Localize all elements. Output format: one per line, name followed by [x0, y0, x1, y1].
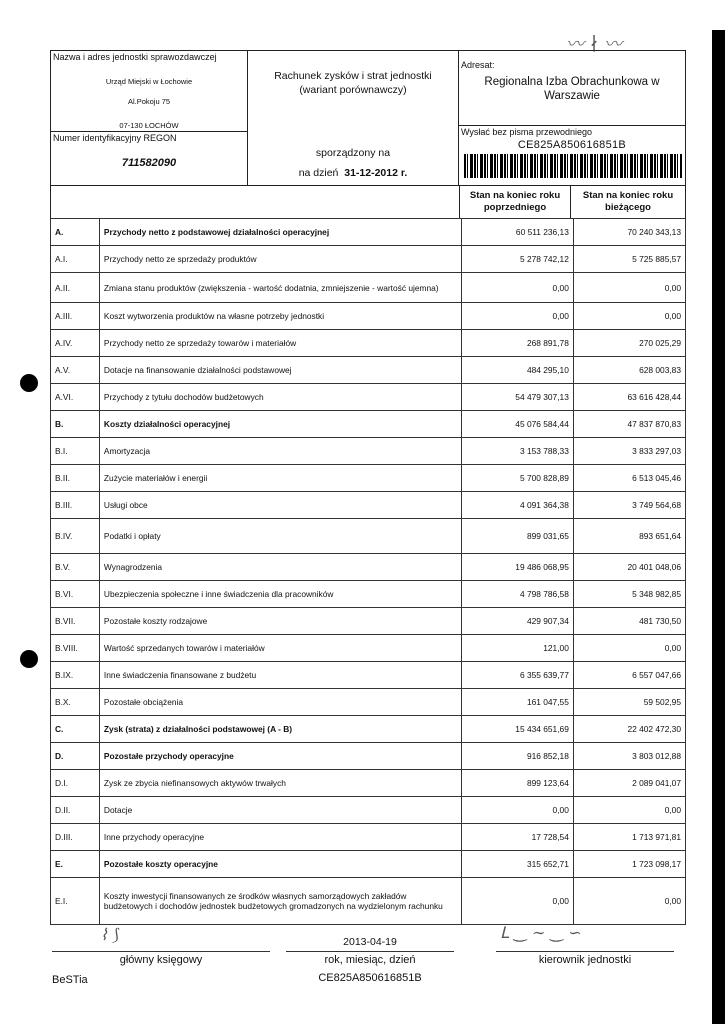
row-code: B.IX.: [51, 662, 100, 689]
row-code: D.I.: [51, 770, 100, 797]
row-code: B.: [51, 411, 100, 438]
row-code: D.: [51, 743, 100, 770]
row-value-curr: 1 723 098,17: [573, 851, 685, 878]
row-value-prev: 268 891,78: [461, 330, 573, 357]
row-value-curr: 63 616 428,44: [573, 384, 685, 411]
row-value-prev: 315 652,71: [461, 851, 573, 878]
row-value-prev: 916 852,18: [461, 743, 573, 770]
row-label: Zużycie materiałów i energii: [99, 465, 461, 492]
row-value-curr: 22 402 472,30: [573, 716, 685, 743]
row-code: D.II.: [51, 797, 100, 824]
row-value-prev: 429 907,34: [461, 608, 573, 635]
row-label: Wynagrodzenia: [99, 554, 461, 581]
row-code: E.I.: [51, 878, 100, 925]
table-row: [51, 492, 686, 519]
row-value-prev: 161 047,55: [461, 689, 573, 716]
table-row: [51, 770, 686, 797]
row-value-prev: 899 123,64: [461, 770, 573, 797]
row-label: Pozostałe koszty rodzajowe: [99, 608, 461, 635]
row-label: Pozostałe koszty operacyjne: [99, 851, 461, 878]
row-label: Dotacje: [99, 797, 461, 824]
scan-edge: [712, 30, 725, 1024]
row-value-prev: 121,00: [461, 635, 573, 662]
row-label: Przychody netto ze sprzedaży towarów i materiałów: [99, 330, 461, 357]
report-date: [248, 167, 458, 179]
row-value-prev: 5 700 828,89: [461, 465, 573, 492]
report-title-line2: (wariant porównawczy): [299, 84, 407, 96]
row-value-curr: 70 240 343,13: [573, 219, 685, 246]
signing-date: 2013-04-19: [343, 936, 397, 948]
row-value-curr: 5 348 982,85: [573, 581, 685, 608]
unit-name: Urząd Miejski w Łochowie: [105, 77, 193, 86]
report-title: [248, 69, 458, 97]
handwritten-mark-top: 〰 ∤ 〰: [566, 34, 623, 55]
header-left-box: [50, 50, 248, 186]
date-prefix: na dzień: [298, 167, 339, 179]
row-code: A.V.: [51, 357, 100, 384]
row-value-prev: 4 091 364,38: [461, 492, 573, 519]
unit-city: 07-130 ŁOCHÓW: [119, 121, 179, 130]
row-value-prev: 60 511 236,13: [461, 219, 573, 246]
table-row: [51, 851, 686, 878]
punch-hole-top: [20, 374, 38, 392]
row-code: A.III.: [51, 303, 100, 330]
signature-head: ᒪ ‿ ∼ ‿ ∽: [500, 923, 582, 942]
row-label: Koszty działalności operacyjnej: [99, 411, 461, 438]
row-label: Inne świadczenia finansowane z budżetu: [99, 662, 461, 689]
row-value-curr: 0,00: [573, 635, 685, 662]
row-label: Inne przychody operacyjne: [99, 824, 461, 851]
table-row: [51, 219, 686, 246]
row-value-curr: 0,00: [573, 797, 685, 824]
row-label: Zysk (strata) z działalności podstawowej (A - B): [99, 716, 461, 743]
row-label: Pozostałe obciążenia: [99, 689, 461, 716]
table-row: [51, 554, 686, 581]
row-label: Usługi obce: [99, 492, 461, 519]
table-row: [51, 824, 686, 851]
row-value-prev: 45 076 584,44: [461, 411, 573, 438]
signature-line-accountant: [52, 951, 270, 952]
row-value-curr: 0,00: [573, 273, 685, 303]
table-row: [51, 662, 686, 689]
row-label: Zysk ze zbycia niefinansowych aktywów trwałych: [99, 770, 461, 797]
row-code: E.: [51, 851, 100, 878]
column-prev-year: Stan na koniec roku poprzedniego: [459, 185, 571, 219]
row-value-prev: 5 278 742,12: [461, 246, 573, 273]
unit-label: Nazwa i adres jednostki sprawozdawczej: [53, 52, 217, 62]
row-value-prev: 15 434 651,69: [461, 716, 573, 743]
row-label: Amortyzacja: [99, 438, 461, 465]
row-value-prev: 484 295,10: [461, 357, 573, 384]
row-label: Podatki i opłaty: [99, 519, 461, 554]
column-header-spacer: [50, 185, 460, 219]
unit-street: Al.Pokoju 75: [127, 97, 171, 106]
statement-table: [50, 218, 686, 925]
signature-chief-accountant: ⌇ ⟆: [100, 925, 120, 944]
prepared-label: sporządzony na: [315, 147, 391, 159]
punch-hole-bottom: [20, 650, 38, 668]
row-value-curr: 1 713 971,81: [573, 824, 685, 851]
row-code: B.II.: [51, 465, 100, 492]
row-label: Przychody z tytułu dochodów budżetowych: [99, 384, 461, 411]
row-value-prev: 899 031,65: [461, 519, 573, 554]
row-label: Wartość sprzedanych towarów i materiałów: [99, 635, 461, 662]
table-row: [51, 581, 686, 608]
table-row: [51, 357, 686, 384]
row-code: A.IV.: [51, 330, 100, 357]
row-value-prev: 54 479 307,13: [461, 384, 573, 411]
head-of-unit-label: kierownik jednostki: [538, 954, 632, 966]
table-row: [51, 330, 686, 357]
row-code: B.VI.: [51, 581, 100, 608]
signature-line-date: [286, 951, 454, 952]
table-row: [51, 743, 686, 770]
table-row: [51, 273, 686, 303]
table-row: [51, 689, 686, 716]
row-code: B.I.: [51, 438, 100, 465]
row-value-curr: 2 089 041,07: [573, 770, 685, 797]
row-value-prev: 3 153 788,33: [461, 438, 573, 465]
row-value-curr: 0,00: [573, 303, 685, 330]
table-row: [51, 411, 686, 438]
software-name: BeSTia: [52, 974, 88, 986]
regon-label: Numer identyfikacyjny REGON: [53, 133, 177, 143]
row-value-curr: 5 725 885,57: [573, 246, 685, 273]
row-label: Koszty inwestycji finansowanych ze środków własnych samorządowych zakładów budżetowych i dochodów jednostek budżetowych gromadzonych na wydzielonym rachunku: [99, 878, 461, 925]
row-code: B.VIII.: [51, 635, 100, 662]
table-row: [51, 438, 686, 465]
row-value-curr: 0,00: [573, 878, 685, 925]
addressee-line1: Regionalna Izba Obrachunkowa w: [484, 76, 660, 88]
row-value-curr: 59 502,95: [573, 689, 685, 716]
row-label: Dotacje na finansowanie działalności podstawowej: [99, 357, 461, 384]
date-format-label: rok, miesiąc, dzień: [324, 954, 416, 966]
header-title-box: [247, 50, 459, 186]
row-value-curr: 6 557 047,66: [573, 662, 685, 689]
row-code: B.X.: [51, 689, 100, 716]
row-value-curr: 3 749 564,68: [573, 492, 685, 519]
row-label: Pozostałe przychody operacyjne: [99, 743, 461, 770]
regon-number: 711582090: [121, 157, 177, 169]
row-value-curr: 3 833 297,03: [573, 438, 685, 465]
row-value-curr: 628 003,83: [573, 357, 685, 384]
row-code: A.I.: [51, 246, 100, 273]
row-value-curr: 20 401 048,06: [573, 554, 685, 581]
table-row: [51, 716, 686, 743]
addressee-line2: Warszawie: [544, 90, 600, 102]
row-code: B.V.: [51, 554, 100, 581]
row-label: Przychody netto z podstawowej działalności operacyjnej: [99, 219, 461, 246]
table-row: [51, 303, 686, 330]
row-value-prev: 6 355 639,77: [461, 662, 573, 689]
row-code: B.IV.: [51, 519, 100, 554]
table-row: [51, 384, 686, 411]
doc-code: CE825A850616851B: [517, 139, 627, 151]
table-row: [51, 608, 686, 635]
row-label: Koszt wytworzenia produktów na własne potrzeby jednostki: [99, 303, 461, 330]
row-value-prev: 0,00: [461, 273, 573, 303]
row-code: A.II.: [51, 273, 100, 303]
row-value-prev: 19 486 068,95: [461, 554, 573, 581]
row-value-prev: 0,00: [461, 797, 573, 824]
row-value-curr: 3 803 012,88: [573, 743, 685, 770]
row-value-prev: 0,00: [461, 878, 573, 925]
row-value-prev: 0,00: [461, 303, 573, 330]
column-current-year: Stan na koniec roku bieżącego: [570, 185, 686, 219]
barcode: [464, 154, 682, 178]
row-code: B.III.: [51, 492, 100, 519]
table-row: [51, 246, 686, 273]
addressee-name: [459, 75, 685, 103]
row-code: D.III.: [51, 824, 100, 851]
row-value-curr: 270 025,29: [573, 330, 685, 357]
row-label: Ubezpieczenia społeczne i inne świadczenia dla pracowników: [99, 581, 461, 608]
table-row: [51, 878, 686, 925]
addressee-label: Adresat:: [461, 60, 495, 70]
row-label: Zmiana stanu produktów (zwiększenia - wartość dodatnia, zmniejszenie - wartość ujemna): [99, 273, 461, 303]
row-code: C.: [51, 716, 100, 743]
row-value-prev: 4 798 786,58: [461, 581, 573, 608]
signature-line-head: [496, 951, 674, 952]
row-value-curr: 893 651,64: [573, 519, 685, 554]
row-value-curr: 6 513 045,46: [573, 465, 685, 492]
row-code: A.: [51, 219, 100, 246]
row-value-prev: 17 728,54: [461, 824, 573, 851]
row-value-curr: 47 837 870,83: [573, 411, 685, 438]
row-code: B.VII.: [51, 608, 100, 635]
row-value-curr: 481 730,50: [573, 608, 685, 635]
table-row: [51, 797, 686, 824]
table-row: [51, 465, 686, 492]
send-label: Wysłać bez pisma przewodniego: [461, 127, 592, 137]
row-code: A.VI.: [51, 384, 100, 411]
table-row: [51, 635, 686, 662]
chief-accountant-label: główny księgowy: [119, 954, 203, 966]
footer-doc-code: CE825A850616851B: [318, 972, 422, 984]
report-title-line1: Rachunek zysków i strat jednostki: [274, 70, 432, 82]
table-row: [51, 519, 686, 554]
row-label: Przychody netto ze sprzedaży produktów: [99, 246, 461, 273]
date-value: 31-12-2012 r.: [344, 167, 408, 179]
